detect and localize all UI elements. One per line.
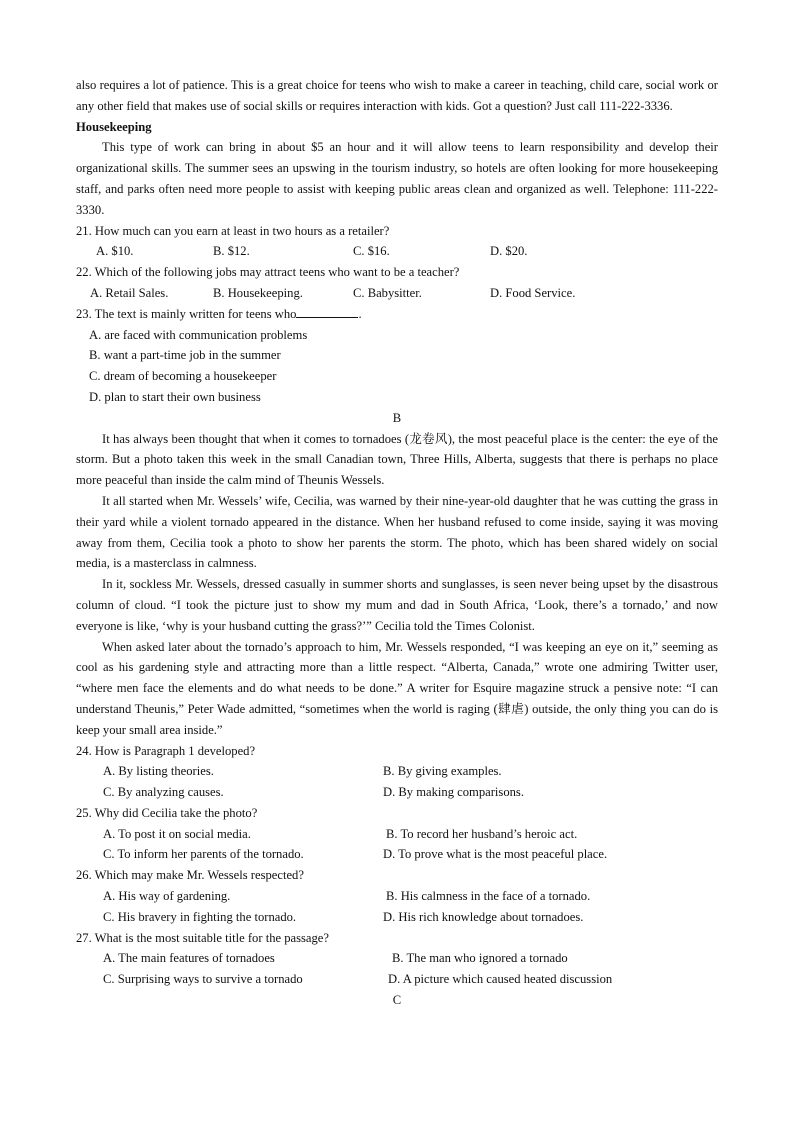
question-23-option-a: A. are faced with communication problems — [89, 327, 308, 342]
page-content — [76, 75, 718, 1011]
question-22-option-b: B. Housekeeping. — [213, 285, 303, 300]
question-23-stem — [76, 304, 718, 325]
question-26-option-a: A. His way of gardening. — [103, 889, 231, 904]
housekeeping-heading: Housekeeping — [76, 119, 152, 134]
passage-b-paragraph-4: When asked later about the tornado’s approach to him, Mr. Wessels responded, “I was keeping an eye on it,” seeming as cool as his gardening style and attracting more than a little respect. “Alberta, Canada,” wrote one admiring Twitter user, “where men face the elements and do what needs to be done.” A writer for Esquire magazine struck a pensive note: “I can understand Theunis,” Peter Wade admitted, “sometimes when the world is raging (肆虐) outside, the only thing you can do is keep your small area inside.” — [76, 639, 718, 737]
question-27-option-c: C. Surprising ways to survive a tornado — [103, 972, 303, 987]
question-24-option-a: A. By listing theories. — [103, 764, 214, 779]
question-24-stem: 24. How is Paragraph 1 developed? — [76, 743, 256, 758]
question-26-option-d: D. His rich knowledge about tornadoes. — [383, 909, 584, 924]
question-27-option-b: B. The man who ignored a tornado — [392, 951, 568, 966]
question-24-options-row-2 — [76, 782, 718, 803]
question-21-option-c: C. $16. — [353, 244, 390, 259]
question-23-option-b: B. want a part-time job in the summer — [89, 348, 281, 363]
question-25-option-a: A. To post it on social media. — [103, 826, 251, 841]
question-23-options — [76, 325, 718, 408]
question-26-options-row-1 — [76, 886, 718, 907]
question-23-option-d: D. plan to start their own business — [89, 389, 261, 404]
passage-b-paragraph-2: It all started when Mr. Wessels’ wife, Cecilia, was warned by their nine-year-old daughter that he was cutting the grass in their yard while a violent tornado appeared in the distance. When her husband refused to come inside, saying it was moving away from them, Cecilia took a photo to show her parents the storm. The photo, which has been shared widely on social media, is a masterclass in calmness. — [76, 493, 718, 571]
question-21-option-b: B. $12. — [213, 244, 250, 259]
question-27-options-row-1 — [76, 948, 718, 969]
question-22-option-d: D. Food Service. — [490, 285, 576, 300]
question-27-option-a: A. The main features of tornadoes — [103, 951, 275, 966]
housekeeping-paragraph: This type of work can bring in about $5 an hour and it will allow teens to learn responsibility and develop their organizational skills. The summer sees an upswing in the tourism industry, so hotels are often looking for more housekeeping staff, and parks often need more people to assist with keeping public areas clean and organized as well. Telephone: 111-222-3330. — [76, 140, 718, 217]
question-22-options — [76, 283, 718, 304]
answer-blank — [296, 305, 358, 318]
question-22-option-a: A. Retail Sales. — [90, 285, 169, 300]
question-26-option-c: C. His bravery in fighting the tornado. — [103, 909, 297, 924]
question-26-option-b: B. His calmness in the face of a tornado. — [386, 889, 591, 904]
passage-b-paragraph-3: In it, sockless Mr. Wessels, dressed casually in summer shorts and sunglasses, is seen never being upset by the disastrous column of cloud. “I took the picture just to show my mum and dad in South Africa, ‘Look, there’s a tornado,’ and now everyone is like, ‘why is your husband cutting the grass?’” Cecilia told the Times Colonist. — [76, 577, 718, 633]
question-25-options-row-1 — [76, 824, 718, 845]
question-26-options-row-2 — [76, 907, 718, 928]
question-25-option-c: C. To inform her parents of the tornado. — [103, 847, 304, 862]
question-24-option-c: C. By analyzing causes. — [103, 785, 224, 800]
question-27-options-row-2 — [76, 969, 718, 990]
question-23-option-c: C. dream of becoming a housekeeper — [89, 369, 277, 384]
question-27-stem: 27. What is the most suitable title for the passage? — [76, 930, 329, 945]
question-23-stem-end: . — [358, 306, 362, 321]
question-21-stem: 21. How much can you earn at least in two hours as a retailer? — [76, 223, 390, 238]
question-25-option-b: B. To record her husband’s heroic act. — [386, 826, 578, 841]
question-24-option-d: D. By making comparisons. — [383, 785, 524, 800]
question-27-option-d: D. A picture which caused heated discussion — [388, 972, 613, 987]
question-21-option-d: D. $20. — [490, 244, 528, 259]
passage-b-paragraph-1: It has always been thought that when it comes to tornadoes (龙卷风), the most peaceful place is the center: the eye of the storm. But a photo taken this week in the small Canadian town, Three Hills, Alberta, suggests that there is perhaps no place more peaceful than inside the calm mind of Theunis Wessels. — [76, 431, 718, 488]
question-23-stem-text: 23. The text is mainly written for teens who — [76, 306, 297, 321]
question-24-options-row-1 — [76, 761, 718, 782]
passage-a-intro: also requires a lot of patience. This is a great choice for teens who wish to make a career in teaching, child care, social work or any other field that makes use of social skills or requires interaction with kids. Got a question? Just call 111-222-3336. — [76, 78, 718, 113]
question-25-options-row-2 — [76, 844, 718, 865]
question-22-stem: 22. Which of the following jobs may attract teens who want to be a teacher? — [76, 265, 460, 280]
question-24-option-b: B. By giving examples. — [383, 764, 502, 779]
question-26-stem: 26. Which may make Mr. Wessels respected? — [76, 868, 304, 883]
question-21-options — [76, 241, 718, 262]
section-b-label: B — [392, 410, 402, 425]
question-21-option-a: A. $10. — [96, 244, 134, 259]
question-25-option-d: D. To prove what is the most peaceful place. — [383, 847, 608, 862]
question-22-option-c: C. Babysitter. — [353, 285, 422, 300]
section-c-label: C — [392, 993, 402, 1008]
question-25-stem: 25. Why did Cecilia take the photo? — [76, 805, 258, 820]
